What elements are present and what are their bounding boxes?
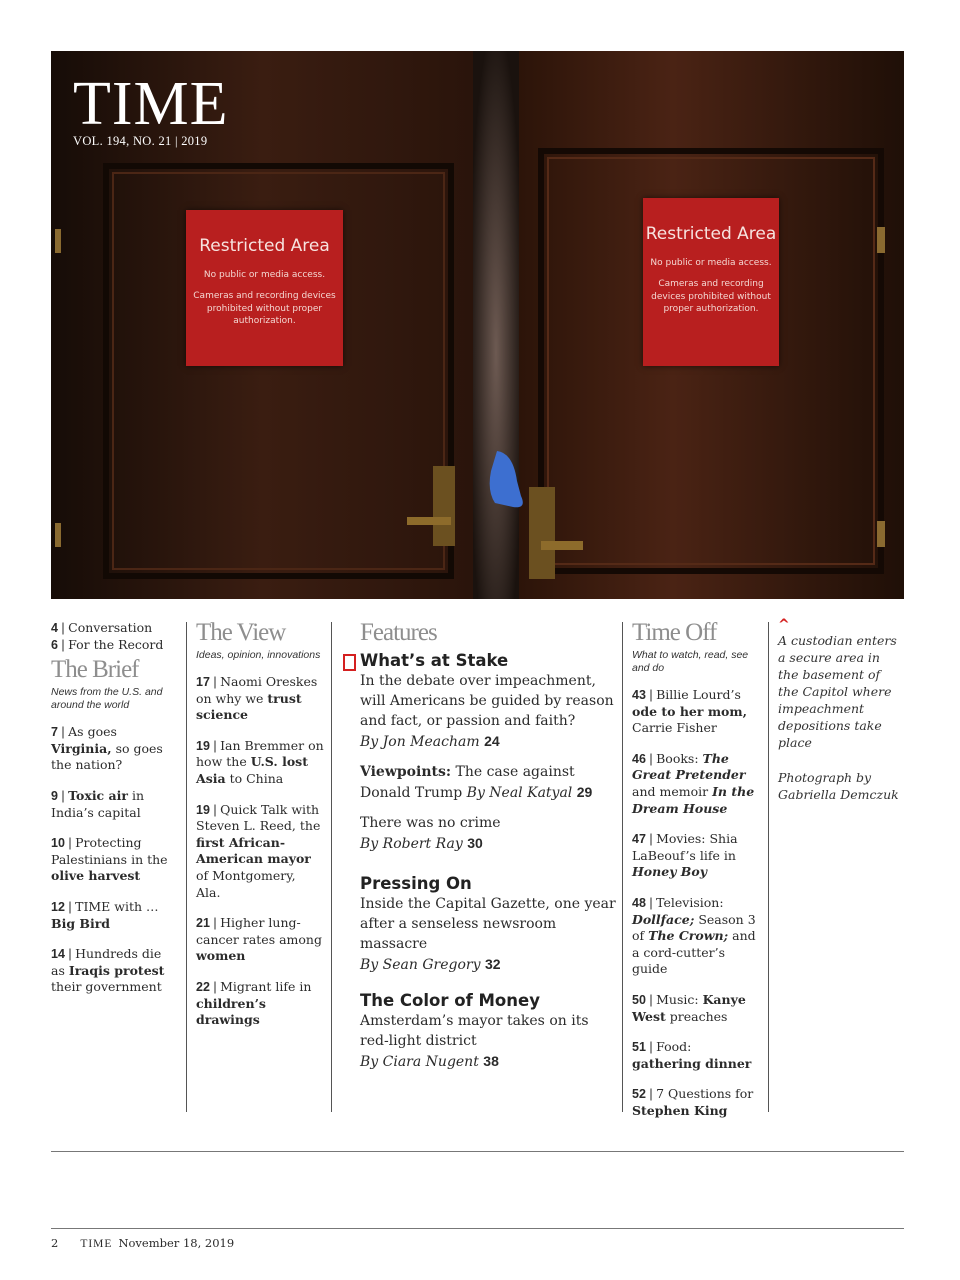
entry-text: gathering dinner [632,1055,752,1071]
cover-photo [51,51,904,599]
page-number: 19 [196,802,210,817]
volume-info: VOL. 194, NO. 21 | 2019 [73,134,208,148]
entry-text: Quick Talk with Steven L. Reed, the [196,801,321,834]
entry-text: Toxic air [68,787,128,803]
entry-text: women [196,948,246,964]
toc-entry[interactable]: 6 | For the Record [51,636,164,652]
toc-entry[interactable] [51,835,179,885]
entry-text: Hundreds die as [51,946,162,978]
column-divider [331,622,332,1112]
time-logo: TIME [73,70,229,138]
feature-byline: By Robert Ray [360,836,463,852]
entry-text: Kanye West [632,991,746,1024]
separator: | [645,688,657,702]
entry-text: preaches [665,1008,728,1024]
feature-story[interactable] [360,762,616,803]
separator: | [645,1087,657,1102]
entry-text: Movies: Shia LaBeouf’s life in [632,831,738,863]
toc-entry[interactable] [196,979,324,1029]
page-number: 10 [51,836,65,851]
entry-text: to China [225,770,284,786]
separator: | [209,802,221,817]
page-number: 7 [51,725,58,740]
feature-byline: By Sean Gregory [360,957,481,973]
sign-line: No public or media access. [650,258,772,268]
page-number: 22 [196,979,210,994]
toc-entry[interactable] [51,788,179,821]
feature-story[interactable] [360,874,616,975]
column-divider [768,622,769,1112]
entry-text: and memoir [632,783,713,799]
section-subtitle: News from the U.S. and around the world [51,686,163,712]
feature-dek: Amsterdam’s mayor takes on its red-light district [360,1013,589,1049]
entry-text: Naomi Oreskes on why we [196,674,318,706]
entry-text: In the Dream House [632,783,755,816]
separator: | [64,836,76,851]
sign-line: Cameras and recording devices prohibited without proper authorization. [193,291,336,326]
feature-dek: Inside the Capital Gazette, one year after a senseless newsroom massacre [360,896,616,952]
toc-entry[interactable] [196,915,324,965]
toc-entry[interactable] [632,895,762,978]
entry-text: Iraqis protest [68,962,165,978]
page-number: 48 [632,895,646,910]
sign-title: Restricted Area [199,236,330,256]
entry-text: Big Bird [51,915,111,931]
toc-entry[interactable] [632,1039,762,1072]
toc-entry[interactable] [196,802,324,902]
feature-dek: There was no crime [360,815,501,831]
issue-date: November 18, 2019 [118,1236,235,1250]
entry-text: The Crown; [648,928,729,944]
page-number: 51 [632,1040,646,1055]
entry-text: Season 3 of [632,911,756,944]
page-number: 38 [483,1053,499,1069]
entry-text: olive harvest [51,868,141,884]
page-number: 32 [484,956,501,972]
toc-entry[interactable] [632,751,762,817]
photo-credit: Photograph by Gabriella Demczuk [778,770,899,802]
footer-brand: TIME [80,1238,113,1250]
left-restricted-sign [186,210,343,366]
section-subtitle: What to watch, read, see and do [632,649,749,674]
feature-story[interactable] [360,813,616,854]
column-divider [186,622,187,1112]
toc-entry[interactable] [632,1086,762,1119]
separator: | [209,738,221,753]
separator: | [64,947,76,962]
entry-text: Higher lung-cancer rates among [196,915,322,947]
separator: | [209,675,221,689]
page-number: 46 [632,751,646,766]
entry-text: Migrant life in [220,978,312,994]
entry-text: Stephen King [632,1102,728,1118]
entry-text: of Montgomery, Ala. [196,867,296,900]
column-divider [622,622,623,1112]
page-number: 47 [632,832,646,847]
feature-headline: Pressing On [360,874,472,893]
view-column [196,620,324,1043]
separator: | [645,992,657,1007]
timeoff-column [632,620,762,1133]
entry-text: ode to her mom, [632,703,747,719]
page-number: 29 [576,784,593,800]
feature-byline: By Neal Katyal [466,785,573,801]
separator: | [645,832,657,847]
caption-text: A custodian enters a secure area in the basement of the Capitol where impeachment depositions take place [778,633,897,750]
section-title-timeoff: Time Off [632,619,717,646]
toc-entry[interactable] [632,831,762,881]
toc-entry[interactable] [196,738,324,788]
feature-headline: Viewpoints: [360,764,452,780]
features-column [360,620,616,1072]
page-number: 14 [51,947,65,962]
entry-text: Ian Bremmer on how the [196,737,324,770]
page-number: 12 [51,899,65,914]
toc-entry[interactable]: 4 | Conversation [51,620,153,635]
entry-text: children’s drawings [196,995,266,1028]
door-gap [473,51,519,599]
masthead [73,70,229,149]
section-subtitle: Ideas, opinion, innovations [196,649,321,661]
toc-entry[interactable] [51,946,179,996]
left-handle [433,466,455,546]
entry-text: Music: [656,991,703,1007]
toc-entry[interactable] [196,674,324,724]
entry-text: Food: [656,1039,692,1055]
page-number: 43 [632,688,646,702]
page-number: 21 [196,916,210,931]
entry-text: in India’s capital [51,787,144,820]
caret-up-icon: ^ [778,617,790,633]
section-title-brief: The Brief [51,656,139,684]
entry-text: Books: [656,750,703,766]
section-title-view: The View [196,619,286,646]
feature-headline: What’s at Stake [360,651,509,670]
entry-text: their government [51,979,162,995]
page-number: 52 [632,1087,646,1102]
page-number: 17 [196,675,210,689]
entry-text: 7 Questions for [656,1086,754,1102]
entry-text: so goes the nation? [51,740,163,773]
entry-text: TIME with … [75,898,159,914]
separator: | [57,725,69,740]
separator: | [209,979,221,994]
folio-page-number: 2 [51,1236,59,1250]
brief-column [51,620,179,1010]
separator: | [645,1040,657,1055]
entry-text: The Great Pretender [632,750,746,783]
page-number: 9 [51,788,58,803]
toc-entry[interactable] [632,992,762,1025]
section-title-features: Features [360,619,437,646]
page-number: 30 [467,835,483,851]
toc-entry[interactable] [51,724,179,774]
toc-entry[interactable] [51,899,179,932]
page-number: 50 [632,992,646,1007]
feature-headline: The Color of Money [360,991,540,1010]
page-number: 24 [484,733,500,749]
entry-text: Billie Lourd’s [656,687,741,702]
entry-text: first African-American mayor [196,834,311,867]
separator: | [645,751,657,766]
entry-text: Carrie Fisher [632,720,717,736]
entry-text: Honey Boy [632,864,707,880]
photo-caption [778,617,904,803]
entry-text: Television: [656,894,724,910]
divider [51,1151,904,1152]
right-restricted-sign [643,198,779,366]
cover-story-icon [343,654,356,671]
separator: | [645,895,657,910]
separator: | [64,899,76,914]
feature-byline: By Jon Meacham [360,734,480,750]
sign-title: Restricted Area [645,224,777,244]
feature-story[interactable] [360,991,616,1072]
entry-text: and a cord-cutter’s guide [632,928,756,977]
divider [51,1228,904,1229]
entry-text: Protecting Palestinians in the [51,835,168,867]
sign-line: Cameras and recording devices prohibited without proper authorization. [651,279,771,314]
entry-text: Dollface; [632,911,695,927]
entry-text: Virginia, [51,740,112,756]
feature-dek: The case against Donald Trump [360,764,575,801]
page-number: 19 [196,738,210,753]
sign-line: No public or media access. [203,270,326,280]
entry-text: trust science [196,690,302,723]
entry-text: U.S. lost Asia [196,754,308,786]
footer [51,1236,234,1250]
feature-dek: In the debate over impeachment, will Americans be guided by reason and fact, or passion and faith? [360,673,614,729]
separator: | [57,788,69,803]
feature-byline: By Ciara Nugent [360,1054,479,1070]
toc-entry[interactable] [632,687,762,737]
right-handle [529,487,555,579]
entry-text: As goes [68,724,117,740]
separator: | [209,916,221,931]
feature-story[interactable] [360,651,616,752]
